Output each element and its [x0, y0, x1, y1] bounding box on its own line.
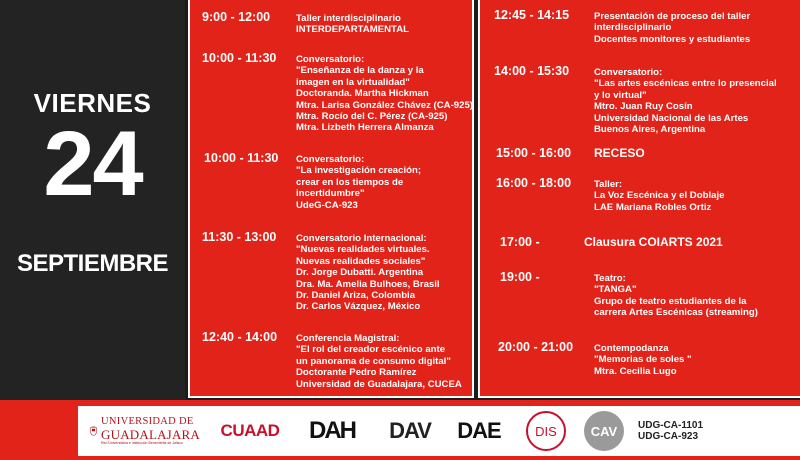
event-description: RECESO — [594, 146, 645, 160]
weekday: VIERNES — [33, 88, 152, 118]
event-description: Presentación de proceso del taller interdisciplinario Docentes monitores y estudiantes — [594, 11, 751, 45]
dah-logo: DAH — [309, 417, 355, 444]
event-description: Conversatorio: "Enseñanza de la danza y la imagen en la virtualidad" Doctoranda. Martha Hickman Mtra. Larisa González Chávez (CA-925) Mtra. Rocío del C. Pérez (CA-925) Mtra. Lizbeth Herrera Almanza — [296, 54, 474, 134]
cav-logo: CAV — [584, 411, 624, 451]
event-description: Teatro: "TANGA" Grupo de teatro estudiantes de la carrera Artes Escénicas (streaming) — [594, 273, 758, 319]
event-time: 15:00 - 16:00 — [496, 146, 572, 160]
dis-logo: DIS — [526, 411, 566, 451]
event-description: Conversatorio: "Las artes escénicas entre lo presencial y lo virtual" Mtro. Juan Ruy Cosín Universidad Nacional de las Artes Buenos Aires, Argentina — [594, 67, 777, 136]
event-time: 10:00 - 11:30 — [202, 51, 277, 65]
day-number: 24 — [43, 113, 142, 215]
ca-codes: UDG-CA-1101 UDG-CA-923 — [638, 420, 704, 442]
event-time: 14:00 - 15:30 — [494, 64, 570, 78]
schedule-column-1 — [188, 0, 474, 398]
event-time: 12:40 - 14:00 — [202, 330, 278, 344]
event-description: Conferencia Magistral: "El rol del creador escénico ante un panorama de consumo digital" Doctorante Pedro Ramírez Universidad de Guadalajara, CUCEA — [296, 333, 462, 390]
event-description: Taller interdisciplinario INTERDEPARTAMENTAL — [296, 13, 409, 36]
day-panel — [0, 0, 185, 400]
cuaad-logo: CUAAD — [220, 421, 280, 440]
event-time: 9:00 - 12:00 — [202, 10, 271, 24]
event-time: 17:00 - — [500, 235, 540, 249]
event-time: 10:00 - 11:30 — [204, 151, 279, 165]
month: SEPTIEMBRE — [16, 250, 169, 277]
event-description: Clausura COIARTS 2021 — [584, 235, 723, 249]
event-description: Conversatorio Internacional: "Nuevas realidades virtuales. Nuevas realidades sociales" Dr. Jorge Dubatti. Argentina Dra. Ma. Amelia Bulhoes, Brasil Dr. Daniel Ariza, Colombia Dr. Carlos Vázquez, México — [296, 233, 440, 313]
event-time: 20:00 - 21:00 — [498, 340, 574, 354]
event-description: Contempodanza "Memorias de soles " Mtra. Cecilia Lugo — [594, 343, 692, 377]
schedule-column-2 — [478, 0, 800, 398]
event-time: 11:30 - 13:00 — [202, 230, 277, 244]
dae-logo: DAE — [457, 418, 501, 443]
event-description: Taller: La Voz Escénica y el Doblaje LAE Mariana Robles Ortiz — [594, 179, 725, 213]
event-description: Conversatorio: "La investigación creación; crear en los tiempos de incertidumbre" UdeG-CA-923 — [296, 154, 422, 211]
dav-logo: DAV — [389, 418, 431, 443]
event-time: 16:00 - 18:00 — [496, 176, 572, 190]
footer — [0, 400, 800, 460]
udg-logo: UNIVERSIDAD DE GUADALAJARA Red Universitaria e Institución Benemérita de Jalisco — [90, 412, 200, 450]
event-time: 19:00 - — [500, 270, 540, 284]
event-time: 12:45 - 14:15 — [494, 8, 570, 22]
logo-band — [78, 406, 800, 456]
udg-seal-icon — [90, 416, 97, 446]
